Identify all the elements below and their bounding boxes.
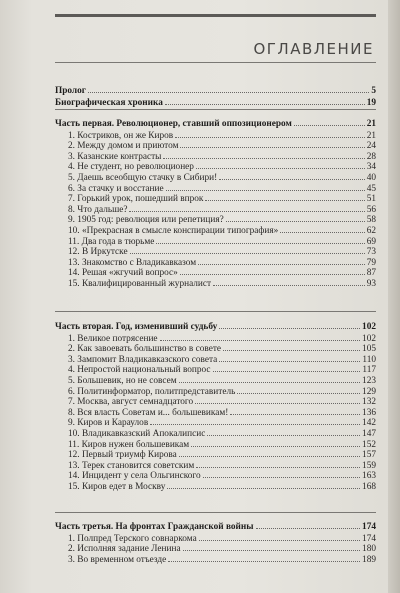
- title-rule: [55, 62, 376, 63]
- entry-title: 1. Великое потрясение: [68, 333, 158, 344]
- dot-leader: [196, 160, 365, 169]
- entry-title: 6. Политинформатор, политпредставитель: [68, 386, 236, 397]
- toc-chapter-entry: [68, 480, 376, 493]
- entry-title: 8. Вся власть Советам и... большевикам!: [68, 407, 229, 418]
- section-divider: [55, 109, 376, 110]
- dot-leader: [203, 469, 360, 478]
- entry-page-number: 132: [362, 397, 376, 408]
- dot-leader: [88, 84, 369, 93]
- dot-leader: [179, 448, 360, 457]
- toc-front-entry: [55, 96, 376, 109]
- page-title: ОГЛАВЛЕНИЕ: [253, 40, 374, 58]
- dot-leader: [130, 245, 365, 254]
- entry-page-number: 102: [362, 322, 376, 332]
- entry-page-number: 189: [362, 554, 376, 565]
- entry-page-number: 159: [362, 460, 376, 471]
- entry-page-number: 21: [366, 130, 376, 141]
- entry-title: 9. 1905 год: революция или репетиция?: [68, 215, 224, 226]
- entry-title: 8. Что дальше?: [68, 204, 128, 215]
- dot-leader: [129, 203, 364, 212]
- dot-leader: [223, 342, 360, 351]
- entry-title: 13. Знакомство с Владикавказом: [68, 257, 197, 268]
- entry-page-number: 56: [366, 204, 376, 215]
- entry-page-number: 93: [366, 279, 376, 289]
- entry-title: 1. Костриков, он же Киров: [68, 130, 174, 141]
- entry-title: 14. Инцидент у села Ольгинского: [68, 471, 201, 482]
- entry-title: 11. Киров нужен большевикам: [68, 439, 190, 450]
- dot-leader: [213, 277, 365, 286]
- dot-leader: [183, 542, 360, 551]
- dot-leader: [165, 96, 365, 105]
- entry-title: 2. Как завоевать большинство в совете: [68, 344, 222, 355]
- dot-leader: [207, 427, 360, 436]
- dot-leader: [180, 139, 364, 148]
- entry-title: 1. Полпред Терского совнаркома: [68, 533, 197, 544]
- entry-title: Пролог: [55, 86, 87, 96]
- entry-page-number: 129: [362, 386, 376, 397]
- dot-leader: [213, 363, 361, 372]
- entry-page-number: 19: [366, 97, 376, 108]
- dot-leader: [219, 320, 360, 329]
- entry-page-number: 136: [362, 407, 376, 418]
- entry-title: Часть вторая. Год, изменивший судьбу: [55, 322, 218, 332]
- dot-leader: [219, 171, 365, 180]
- entry-page-number: 45: [366, 183, 376, 194]
- section-divider: [55, 311, 376, 312]
- entry-title: 3. Во временном отъезде: [68, 554, 167, 565]
- entry-title: 12. В Иркутске: [68, 247, 128, 258]
- dot-leader: [150, 416, 360, 425]
- entry-page-number: 147: [362, 429, 376, 439]
- entry-title: 4. Непростой национальный вопрос: [68, 365, 211, 376]
- dot-leader: [166, 182, 365, 191]
- entry-page-number: 69: [366, 236, 376, 247]
- entry-page-number: 40: [366, 173, 376, 183]
- entry-page-number: 24: [366, 141, 376, 152]
- entry-title: 15. Квалифицированный журналист: [68, 279, 212, 289]
- entry-title: 11. Два года в тюрьме: [68, 236, 155, 247]
- entry-page-number: 58: [366, 215, 376, 226]
- entry-title: 13. Терек становится советским: [68, 460, 195, 471]
- dot-leader: [180, 266, 365, 275]
- dot-leader: [256, 520, 361, 529]
- entry-title: 2. Между домом и приютом: [68, 141, 179, 152]
- dot-leader: [198, 256, 365, 265]
- entry-title: 6. За стачку и восстание: [68, 183, 164, 194]
- entry-title: 4. Не студент, но революционер: [68, 162, 194, 173]
- page-edge: [388, 0, 400, 593]
- top-rule: [55, 14, 376, 17]
- entry-page-number: 152: [362, 439, 376, 450]
- dot-leader: [230, 406, 360, 415]
- entry-page-number: 5: [371, 86, 376, 96]
- dot-leader: [167, 480, 360, 489]
- dot-leader: [156, 235, 364, 244]
- dot-leader: [226, 213, 365, 222]
- toc-chapter-entry: [68, 277, 376, 290]
- entry-title: 7. Горький урок, пошедший впрок: [68, 194, 204, 205]
- dot-leader: [199, 532, 360, 541]
- entry-page-number: 168: [362, 482, 376, 492]
- entry-title: 9. Киров и Караулов: [68, 418, 149, 429]
- entry-title: 7. Москва, август семнадцатого: [68, 397, 194, 408]
- entry-page-number: 157: [362, 450, 376, 461]
- entry-title: 3. Казанские контрасты: [68, 151, 162, 162]
- toc-chapter-entry: [68, 553, 376, 566]
- dot-leader: [168, 553, 360, 562]
- dot-leader: [237, 385, 360, 394]
- entry-page-number: 105: [362, 344, 376, 355]
- section-divider: [55, 512, 376, 513]
- dot-leader: [205, 192, 364, 201]
- entry-title: 12. Первый триумф Кирова: [68, 450, 177, 461]
- entry-page-number: 174: [362, 522, 376, 532]
- entry-title: 3. Зампомит Владикавказского совета: [68, 354, 218, 365]
- entry-title: Биографическая хроника: [55, 97, 163, 108]
- dot-leader: [175, 129, 365, 138]
- dot-leader: [219, 353, 360, 362]
- entry-page-number: 102: [362, 333, 376, 344]
- entry-title: Часть первая. Революционер, ставший оппозиционером: [55, 119, 292, 129]
- entry-page-number: 123: [362, 376, 376, 386]
- entry-title: 14. Решая «жгучий вопрос»: [68, 268, 178, 279]
- entry-page-number: 34: [366, 162, 376, 173]
- dot-leader: [163, 150, 364, 159]
- entry-title: 10. Владикавказский Апокалипсис: [68, 429, 206, 439]
- dot-leader: [195, 395, 360, 404]
- dot-leader: [280, 224, 364, 233]
- dot-leader: [191, 438, 360, 447]
- entry-page-number: 174: [362, 533, 376, 544]
- entry-page-number: 110: [362, 354, 376, 365]
- entry-page-number: 73: [366, 247, 376, 258]
- dot-leader: [294, 117, 365, 126]
- entry-page-number: 163: [362, 471, 376, 482]
- entry-page-number: 51: [366, 194, 376, 205]
- entry-title: 5. Даешь всеобщую стачку в Сибири!: [68, 173, 218, 183]
- entry-page-number: 180: [362, 544, 376, 555]
- dot-leader: [196, 459, 360, 468]
- dot-leader: [179, 374, 360, 383]
- entry-title: 2. Исполняя задание Ленина: [68, 544, 181, 555]
- entry-title: Часть третья. На фронтах Гражданской войны: [55, 522, 254, 532]
- entry-page-number: 62: [366, 226, 376, 236]
- entry-page-number: 87: [366, 268, 376, 279]
- entry-title: 15. Киров едет в Москву: [68, 482, 166, 492]
- entry-title: 5. Большевик, но не совсем: [68, 376, 177, 386]
- entry-page-number: 117: [362, 365, 376, 376]
- entry-title: 10. «Прекрасная в смысле конспирации типография»: [68, 226, 279, 236]
- entry-page-number: 79: [366, 257, 376, 268]
- entry-page-number: 142: [362, 418, 376, 429]
- entry-page-number: 21: [366, 119, 376, 129]
- dot-leader: [160, 332, 361, 341]
- entry-page-number: 28: [366, 151, 376, 162]
